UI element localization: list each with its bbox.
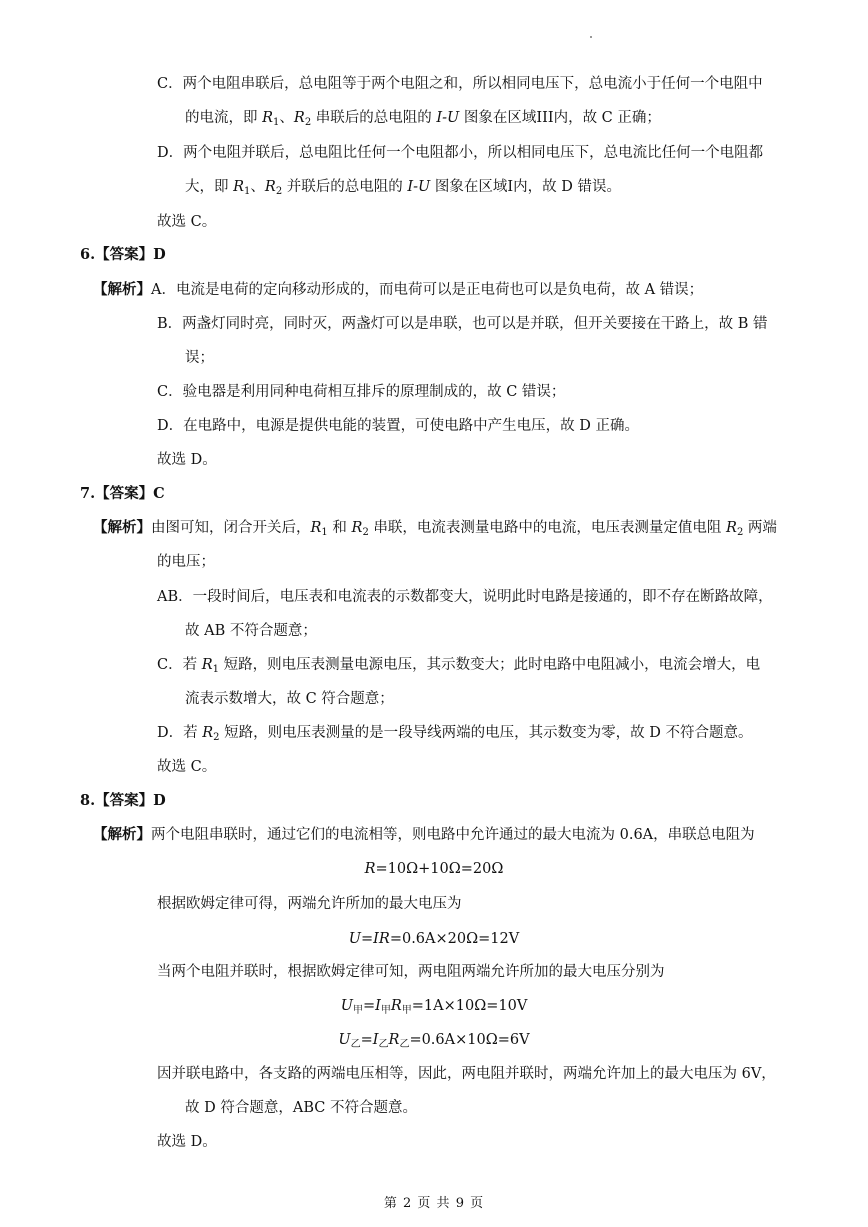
q7-option-c-line2: 流表示数增大，故 C 符合题意； — [185, 691, 394, 707]
q8-equation-total-resistance: R=10Ω+10Ω=20Ω — [364, 861, 504, 877]
q7-option-ab-line2: 故 AB 不符合题意； — [185, 623, 317, 639]
q8-line1: 【解析】两个电阻串联时，通过它们的电流相等，则电路中允许通过的最大电流为 0.6A，串联总电阻为 — [93, 826, 755, 843]
q8-equation-series-voltage: U=IR=0.6A×20Ω=12V — [348, 931, 520, 947]
q7-intro-line2: 的电压； — [157, 554, 215, 570]
q5-option-c-line1: C．两个电阻串联后，总电阻等于两个电阻之和，所以相同电压下，总电流小于任何一个电阻中 — [157, 76, 763, 92]
q5-conclusion: 故选 C。 — [157, 214, 217, 230]
q8-line2: 根据欧姆定律可得，两端允许所加的最大电压为 — [157, 896, 462, 912]
q8-line4-part2: 故 D 符合题意，ABC 不符合题意。 — [185, 1100, 417, 1116]
q8-answer-heading: 8.【答案】D — [80, 792, 166, 809]
q8-equation-voltage-yi: $U_乙=I_乙R_乙=0.6A\times 10\Omega=6V$ — [338, 1032, 530, 1050]
q6-conclusion: 故选 D。 — [157, 452, 217, 468]
q8-line4-part1: 因并联电路中，各支路的两端电压相等，因此，两电阻并联时，两端允许加上的最大电压为 6V， — [157, 1066, 776, 1082]
q5-option-d-line1: D．两个电阻并联后，总电阻比任何一个电阻都小，所以相同电压下，总电流比任何一个电阻都 — [157, 145, 764, 161]
q6-option-b-line1: B．两盏灯同时亮，同时灭，两盏灯可以是串联，也可以是并联，但开关要接在干路上，故 B 错 — [157, 316, 768, 332]
q5-option-c-line2: 的电流，即 $R_1$、$R_2$ 串联后的总电阻的 I-U 图象在区域III内，故 C 正确； — [185, 110, 661, 128]
q6-option-b-line2: 误； — [185, 350, 214, 366]
q7-conclusion: 故选 C。 — [157, 759, 217, 775]
q6-option-a: 【解析】A．电流是电荷的定向移动形成的，而电荷可以是正电荷也可以是负电荷，故 A 错误； — [93, 281, 704, 298]
q5-option-d-line2: 大，即 $R_1$、$R_2$ 并联后的总电阻的 I-U 图象在区域I内，故 D 错误。 — [185, 179, 621, 197]
page-mark-dot — [590, 36, 592, 38]
q7-option-c-line1: C．若 $R_1$ 短路，则电压表测量电源电压，其示数变大；此时电路中电阻减小，电流会增大，电 — [157, 657, 761, 675]
q7-option-d: D．若 $R_2$ 短路，则电压表测量的是一段导线两端的电压，其示数变为零，故 D 不符合题意。 — [157, 725, 753, 743]
q7-option-ab-line1: AB．一段时间后，电压表和电流表的示数都变大，说明此时电路是接通的，即不存在断路故障， — [157, 589, 773, 605]
q8-conclusion: 故选 D。 — [157, 1134, 217, 1150]
q7-answer-heading: 7.【答案】C — [80, 485, 165, 502]
q6-option-c: C．验电器是利用同种电荷相互排斥的原理制成的，故 C 错误； — [157, 384, 566, 400]
q6-answer-heading: 6.【答案】D — [80, 246, 166, 263]
q8-line3: 当两个电阻并联时，根据欧姆定律可知，两电阻两端允许所加的最大电压分别为 — [157, 964, 665, 980]
page-footer: 第 2 页 共 9 页 — [383, 1196, 485, 1211]
q8-equation-voltage-jia: $U_甲=I_甲R_甲=1A\times 10\Omega=10V$ — [340, 998, 528, 1016]
q6-option-d: D．在电路中，电源是提供电能的装置，可使电路中产生电压，故 D 正确。 — [157, 418, 639, 434]
q7-intro-line1: 【解析】由图可知，闭合开关后，$R_1$ 和 $R_2$ 串联，电流表测量电路中的电流，电压表测量定值电阻 $R_2$ 两端 — [93, 519, 777, 538]
